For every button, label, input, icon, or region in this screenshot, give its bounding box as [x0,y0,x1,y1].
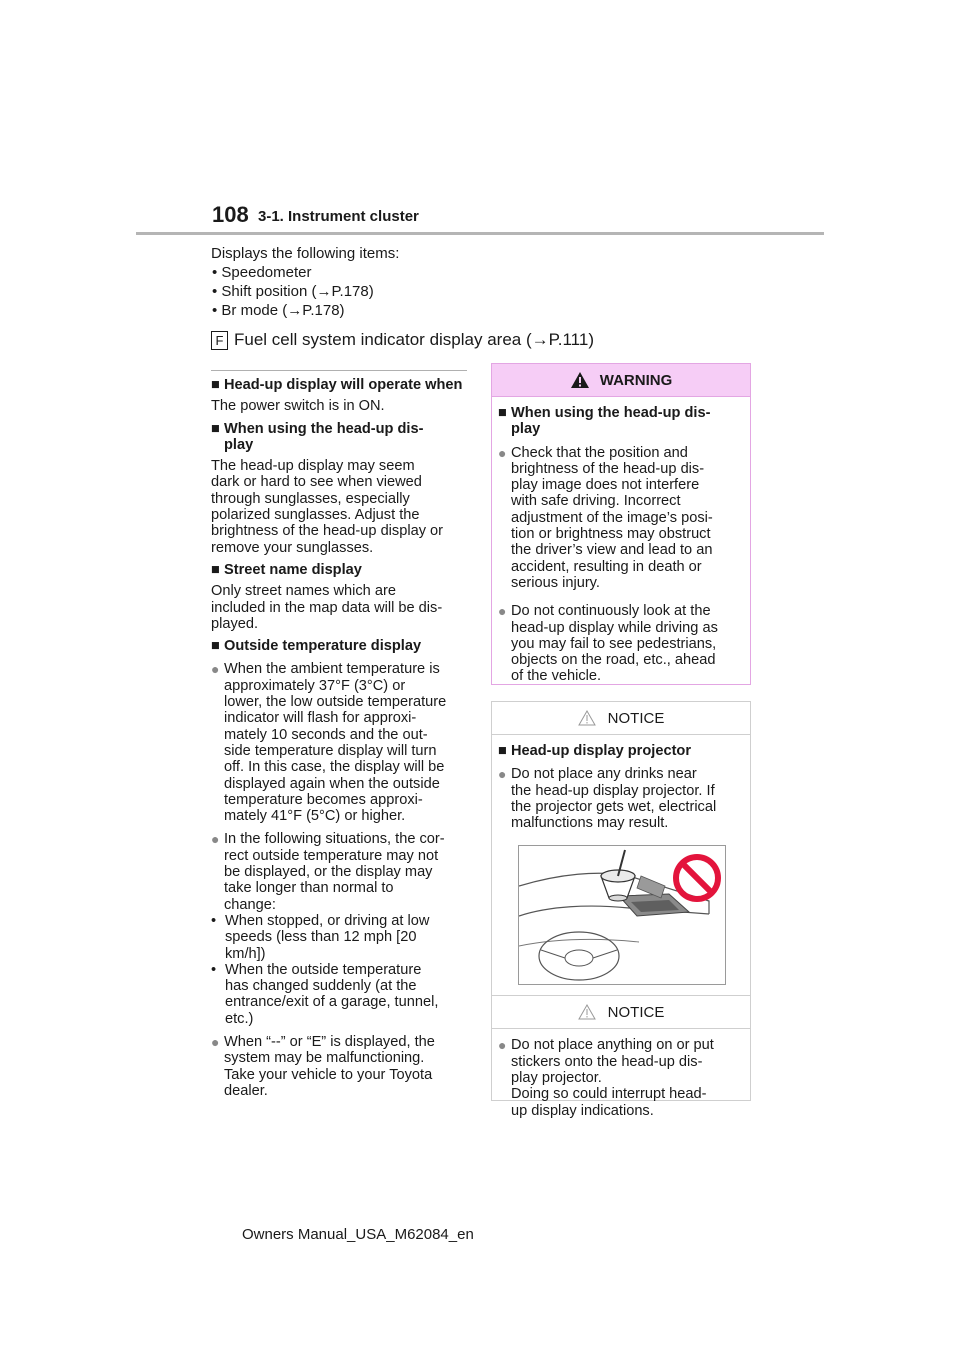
item-f-text: Fuel cell system indicator display area (→P.111) [234,330,594,349]
notice-triangle-icon [578,1004,596,1020]
intro-lead: Displays the following items: [211,245,400,262]
notice-header [492,702,750,735]
list-item: ● Do not place anything on or put stickers onto the head-up dis- play projector. Doing so could interrupt head- up display indications. [498,1037,714,1119]
intro-item: • Speedometer [212,264,312,281]
warning-heading: ■ When using the head-up dis- play [498,405,711,438]
notice-triangle-icon [578,710,596,726]
heading-using-hud: ■ When using the head-up dis- play [211,420,424,453]
sub-list-item: • When stopped, or driving at low speeds (less than 12 mph [20 km/h]) [211,912,430,962]
list-item: ● When “--” or “E” is displayed, the system may be malfunctioning. Take your vehicle to your Toyota dealer. [211,1033,435,1099]
item-f-label: F [211,331,228,350]
notice-header [492,995,750,1029]
list-item: ● Do not continuously look at the head-up display while driving as you may fail to see pedestrians, objects on the road, etc., ahead of the vehicle. [498,603,718,685]
list-item: ● Do not place any drinks near the head-up display projector. If the projector gets wet, electrical malfunctions may result. [498,766,717,832]
projector-illustration [518,845,726,985]
projector-drink-prohibited-image [519,846,725,984]
intro-item: • Shift position (→P.178) [212,283,374,300]
heading-operate-when: ■ Head-up display will operate when [211,377,463,393]
header-rule [136,232,824,235]
list-item: ● Check that the position and brightness of the head-up dis- play image does not interfere with safe driving. Incorrect adjustment of the image’s posi- tion or brightness may obstruct the driver’s view and lead to an accident, resulting in death or serious injury. [498,444,713,591]
paragraph-sunglasses: The head-up display may seem dark or hard to see when viewed through sunglasses, especially polarized sunglasses. Adjust the brightness of the head-up display or remove your sunglasses. [211,458,444,556]
page-number: 108 [212,202,249,227]
intro-block [211,244,399,320]
heading-street-name: ■ Street name display [211,561,362,578]
warning-triangle-icon [570,371,590,389]
warning-title: WARNING [599,371,673,389]
notice-box [491,701,751,1119]
left-column [211,370,469,1099]
list-item: ● When the ambient temperature is approximately 37°F (3°C) or lower, the low outside temperature indicator will flash for approxi- mately 10 seconds and the out- side temperature display will turn off. In this case, the display will be displayed again when the outside temperature becomes approxi- mately 41°F (5°C) or higher. [211,661,447,825]
paragraph-street-name: Only street names which are included in the map data will be dis- played. [211,583,443,632]
warning-box [491,363,751,685]
heading-outside-temp: ■ Outside temperature display [211,638,422,655]
warning-header [492,364,750,397]
column-rule [211,370,467,371]
list-item: ● In the following situations, the cor- rect outside temperature may not be displayed, or the display may take longer than normal to change: [211,831,445,913]
paragraph-power: The power switch is in ON. [211,398,385,415]
section-title: 3-1. Instrument cluster [258,208,419,225]
footer-text: Owners Manual_USA_M62084_en [242,1226,474,1243]
sub-list-item: • When the outside temperature has changed suddenly (at the entrance/exit of a garage, tunnel, etc.) [211,961,439,1027]
notice-title: NOTICE [607,1003,665,1021]
intro-item: • Br mode (→P.178) [212,302,345,319]
notice-heading: ■ Head-up display projector [498,743,692,759]
item-f [211,330,594,350]
notice-title: NOTICE [607,709,665,727]
